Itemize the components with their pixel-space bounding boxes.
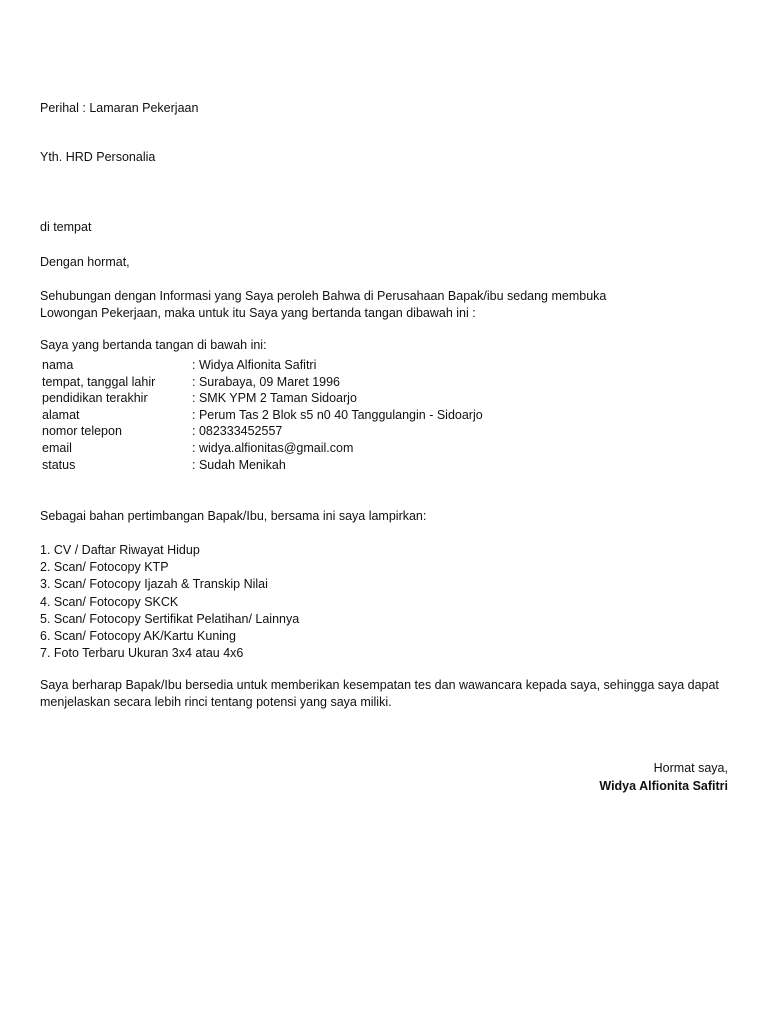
identity-row — [42, 423, 483, 440]
identity-label: tempat, tanggal lahir — [42, 374, 156, 389]
closing-line-1: Saya berharap Bapak/Ibu bersedia untuk memberikan kesempatan tes dan wawancara kepada saya, sehingga saya dapat — [40, 678, 719, 692]
list-item: 3. Scan/ Fotocopy Ijazah & Transkip Nilai — [40, 577, 268, 592]
identity-label: email — [42, 440, 72, 455]
list-item: 2. Scan/ Fotocopy KTP — [40, 560, 169, 575]
letter-location: di tempat — [40, 220, 92, 234]
identity-label: pendidikan terakhir — [42, 391, 148, 406]
letter-greeting: Dengan hormat, — [40, 255, 130, 269]
identity-value: : Perum Tas 2 Blok s5 n0 40 Tanggulangin - Sidoarjo — [192, 407, 483, 422]
letter-recipient: Yth. HRD Personalia — [40, 150, 156, 164]
closing-line-2: menjelaskan secara lebih rinci tentang potensi yang saya miliki. — [40, 695, 392, 709]
identity-label: nomor telepon — [42, 424, 122, 439]
identity-intro: Saya yang bertanda tangan di bawah ini: — [40, 338, 267, 352]
identity-table — [42, 357, 483, 473]
identity-label: alamat — [42, 407, 80, 422]
identity-value: : 082333452557 — [192, 424, 283, 439]
intro-line-1: Sehubungan dengan Informasi yang Saya peroleh Bahwa di Perusahaan Bapak/ibu sedang membuka — [40, 289, 607, 303]
attachments-intro: Sebagai bahan pertimbangan Bapak/Ibu, bersama ini saya lampirkan: — [40, 509, 427, 523]
identity-value: : Surabaya, 09 Maret 1996 — [192, 374, 341, 389]
closing-paragraph — [40, 677, 740, 711]
list-item: 7. Foto Terbaru Ukuran 3x4 atau 4x6 — [40, 646, 244, 661]
list-item: 4. Scan/ Fotocopy SKCK — [40, 594, 179, 609]
identity-value: : Widya Alfionita Safitri — [192, 358, 317, 372]
intro-line-2: Lowongan Pekerjaan, maka untuk itu Saya yang bertanda tangan dibawah ini : — [40, 306, 476, 320]
identity-value: : widya.alfionitas@gmail.com — [192, 440, 354, 455]
list-item: 5. Scan/ Fotocopy Sertifikat Pelatihan/ Lainnya — [40, 611, 300, 626]
identity-row — [42, 390, 483, 407]
identity-label: status — [42, 457, 76, 472]
list-item: 6. Scan/ Fotocopy AK/Kartu Kuning — [40, 629, 236, 644]
identity-row — [42, 457, 483, 474]
sign-off-salutation: Hormat saya, — [653, 761, 728, 775]
identity-label: nama — [42, 358, 74, 372]
identity-value: : Sudah Menikah — [192, 457, 286, 472]
attachments-list — [40, 542, 299, 662]
identity-value: : SMK YPM 2 Taman Sidoarjo — [192, 391, 357, 406]
list-item: 1. CV / Daftar Riwayat Hidup — [40, 543, 200, 557]
identity-row — [42, 374, 483, 391]
intro-paragraph — [40, 288, 740, 322]
sign-off-name: Widya Alfionita Safitri — [599, 779, 728, 793]
identity-row — [42, 357, 483, 374]
identity-row — [42, 407, 483, 424]
identity-row — [42, 440, 483, 457]
letter-subject: Perihal : Lamaran Pekerjaan — [40, 101, 199, 115]
